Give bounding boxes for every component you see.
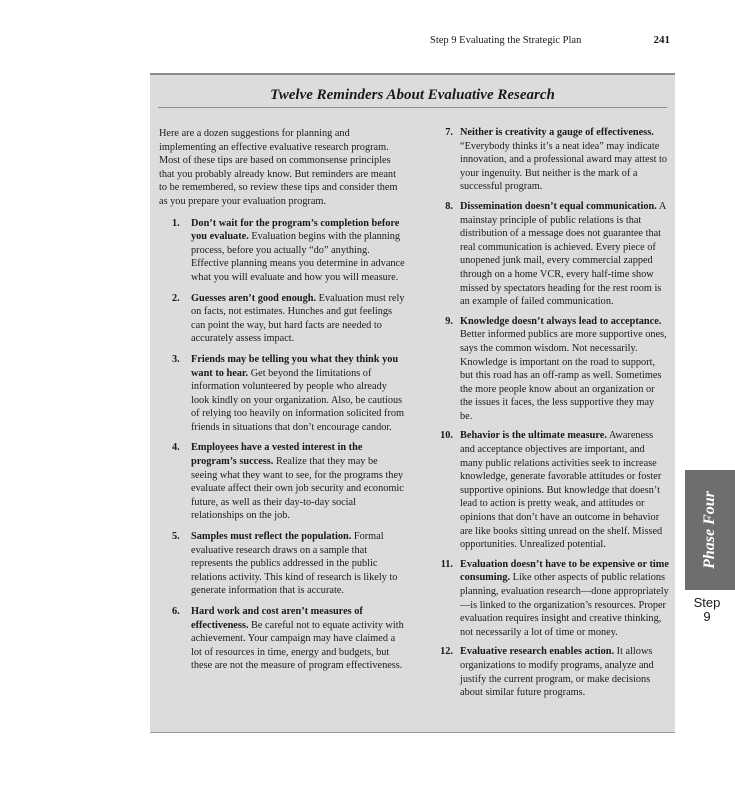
item-body: A mainstay principle of public relations is that distribution of a message does not guarantee that real communication is achieved. Every piece of unopened junk mail, every commercial zapped through on a home VCR, every half-time show missed by spectators heading for the rest room is an example of failed communication. (460, 200, 666, 308)
item-body: It allows organizations to modify programs, analyze and justify the current program, or make decisions about similar future programs. (460, 646, 654, 699)
item-number: 3. (172, 353, 180, 365)
page-number: 241 (653, 34, 670, 46)
item-body: Evaluation begins with the planning process, before you actually “do” anything. Effective planning means you determine in advance what you will evaluate and how you will measure. (191, 231, 405, 283)
step-marker (685, 596, 729, 624)
item-heading: Employees have a vested interest in the program’s success. (191, 442, 363, 468)
list-item (437, 429, 669, 551)
item-heading: Evaluative research enables action. (460, 646, 615, 658)
item-number: 7. (445, 127, 453, 138)
item-number: 8. (445, 200, 453, 212)
list-item (159, 441, 405, 523)
item-heading: Samples must reflect the population. (191, 531, 352, 543)
item-heading: Hard work and cost aren’t measures of effectiveness. (191, 606, 363, 631)
item-heading: Neither is creativity a gauge of effectiveness. (460, 127, 654, 138)
item-number: 11. (440, 558, 453, 570)
item-heading: Behavior is the ultimate measure. (460, 430, 607, 442)
list-item (437, 126, 669, 194)
intro-paragraph: Here are a dozen suggestions for planning and implementing an effective evaluative research program. Most of these tips are based on commonsense principles that you probably already know. But reminders are meant to be remembered, so review these tips and consider them as you prepare your evaluation program. (159, 128, 398, 207)
item-body: Get beyond the limitations of information volunteered by people who already look kindly on your organization. Also, be cautious of relying too heavily on information solicited from friends in situations that don’t encourage candor. (191, 367, 405, 433)
item-body: Realize that they may be seeing what they want to see, for the programs they evaluate affect their own job security and economic future, as well as their day-to-day social relationships on the job. (191, 456, 404, 522)
item-number: 1. (172, 217, 180, 229)
right-column (437, 126, 669, 706)
item-number: 6. (172, 606, 180, 617)
list-item (159, 605, 405, 673)
item-heading: Evaluation doesn’t have to be expensive or time consuming. (460, 558, 669, 584)
item-number: 10. (440, 430, 453, 442)
item-body: Formal evaluative research draws on a sample that represents the publics addressed in the public relations activity. This kind of research is likely to generate information that is accurate. (191, 531, 398, 597)
item-heading: Don’t wait for the program’s completion before you evaluate. (191, 217, 400, 243)
phase-tab (685, 470, 735, 590)
list-item (437, 200, 669, 309)
list-item (159, 530, 405, 598)
phase-label: Phase Four (701, 491, 718, 569)
item-heading: Knowledge doesn’t always lead to acceptance. (460, 315, 662, 327)
item-body: “Everybody thinks it’s a neat idea” may indicate innovation, and a professional award may attest to your ingenuity. But neither is the mark of a successful program. (460, 140, 668, 193)
left-column (159, 127, 405, 680)
box-title: Twelve Reminders About Evaluative Research (270, 87, 555, 103)
list-item (159, 353, 405, 435)
running-title: Step 9 Evaluating the Strategic Plan (430, 35, 582, 46)
running-head (400, 34, 670, 50)
item-number: 4. (172, 442, 180, 454)
item-body: Awareness and acceptance objectives are important, and many public relations activities seek to increase knowledge, generate favorable attitudes or foster supportive opinions. But knowledge that doesn’t lead to action is pretty weak, and attitudes or opinions that don’t have an outcome in behavior are like books sitting unread on the shelf. Missed opportunities. Unrealized potential. (460, 430, 663, 551)
title-divider (158, 107, 667, 108)
item-body: Be careful not to equate activity with achievement. Your campaign may have claimed a lot of resources in time, energy and budgets, but these are not the measure of program effectiveness. (191, 619, 404, 672)
item-body: Evaluation must rely on facts, not estimates. Hunches and gut feelings can point the way, but hard facts are needed to accurately assess impact. (191, 292, 405, 345)
item-number: 5. (172, 531, 180, 543)
step-word: Step (693, 595, 721, 610)
item-body: Better informed publics are more supportive ones, says the common wisdom. Not necessarily. Knowledge is important on the road to support, but this road has an off-ramp as well. Sometimes the more people know about an organization or the issues it faces, the less supportive they may be. (460, 329, 667, 422)
item-body: Like other aspects of public relations planning, evaluation research—done appropriately—is linked to the organization’s resources. Proper evaluation requires insight and creative thinking, not necessarily a lot of time or money. (460, 572, 669, 638)
item-number: 2. (172, 292, 180, 304)
item-heading: Friends may be telling you what they think you want to hear. (191, 353, 399, 379)
item-heading: Dissemination doesn’t equal communication. (460, 200, 657, 212)
list-item (159, 217, 405, 285)
list-item (437, 315, 669, 424)
item-heading: Guesses aren’t good enough. (191, 292, 317, 304)
list-item (159, 292, 405, 346)
sidebar-box (150, 73, 675, 733)
item-number: 12. (440, 646, 453, 658)
step-number: 9 (703, 609, 711, 624)
list-item (437, 645, 669, 699)
item-number: 9. (445, 315, 453, 327)
list-item (437, 558, 669, 640)
